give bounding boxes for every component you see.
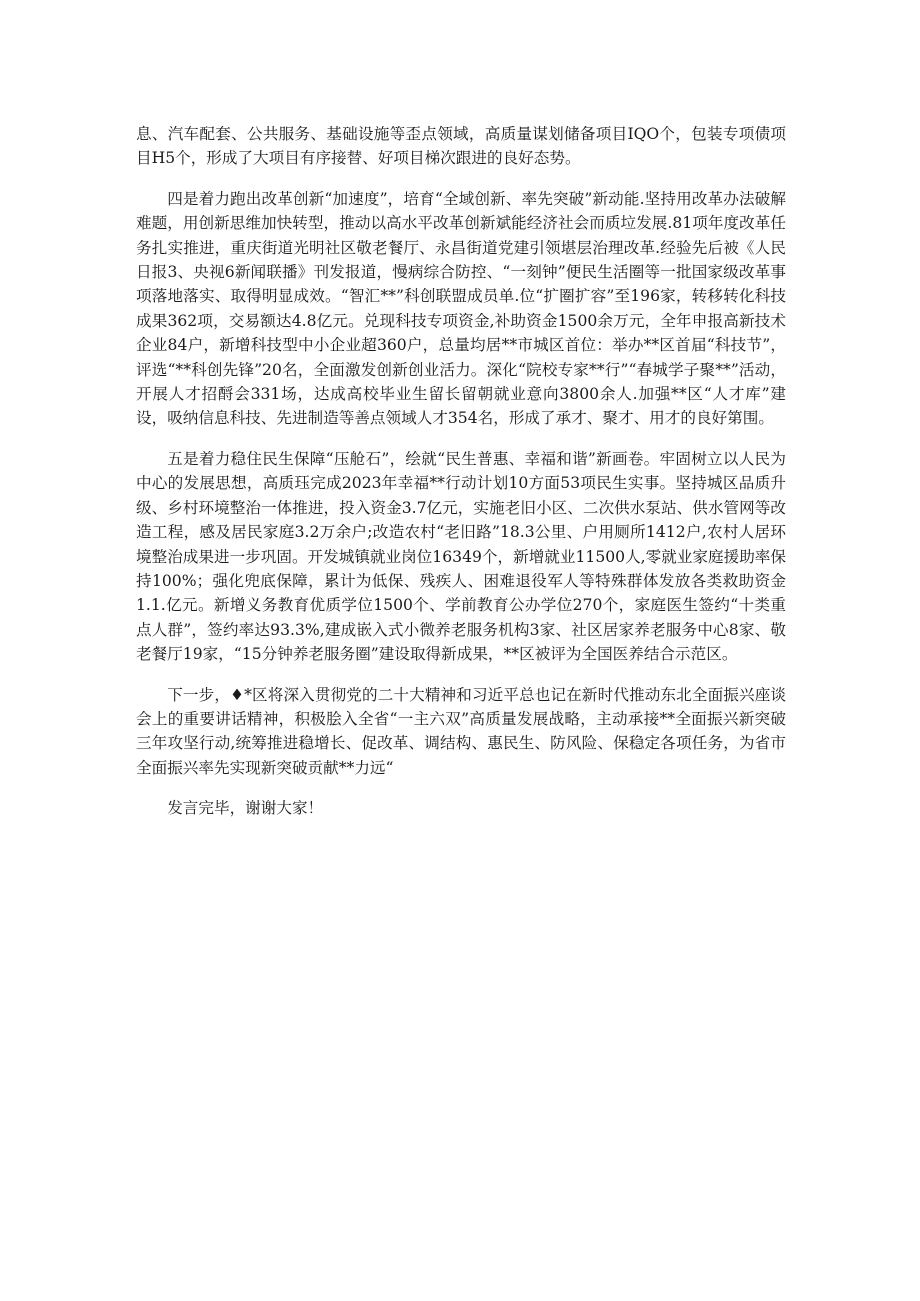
- paragraph-reform-innovation: 四是着力跑出改革创新“加速度”，培育“全域创新、率先突破”新动能.坚持用改革办法破解难题，用创新思维加快转型，推动以高水平改革创新斌能经济社会而质垃发展.81项年度改革任务扎实推进，重庆街道光明社区敬老餐厅、永昌街道党建引领堪层治理改革.经验先后被《人民日报3、央视6新闻联播》刊发报道，慢病综合防控、“一刻钟”便民生活圈等一批国家级改革事项落地落实、取得明显成效。“智汇**”科创联盟成员单.位“扩圈扩容”至196家，转移转化科技成果362项，交易额达4.8亿元。兑现科技专项资金,补助资金1500余万元，全年申报高新技术企业84户，新增科技型中小企业超360户，总量均居**市城区首位：举办**区首届“科技节”，评选“**科创先锋”20名，全面激发创新创业活力。深化“院校专家**行”“春城学子聚**”活动，开展人才招酹会331场，达成高校毕业生留长留朝就业意向3800余人.加强**区“人才库”建设，吸纳信息科技、先进制造等善点领域人才354名，形成了承才、聚才、用才的良好第围。: [136, 189, 786, 428]
- document-body: [136, 122, 786, 837]
- paragraph-closing: 发言完毕，谢谢大家！: [167, 799, 324, 818]
- paragraph-continuation: 息、汽车配套、公共服务、基础设施等歪点领域，高质量谋划储备项目IQO个，包装专项债项目H5个，形成了大项目有序接替、好项目梯次跟进的良好态势。: [136, 125, 786, 168]
- paragraph-livelihood: 五是着力稳住民生保障“压舱石”，绘就“民生普惠、幸福和谐”新画卷。牢固树立以人民为中心的发展思想，高质珏完成2023年幸福**行动计划10方面53项民生实事。坚持城区品质升级、乡村环境整治一体推进，投入资金3.7亿元，实施老旧小区、二次供水泵站、供水管网等改造工程，感及居民家庭3.2万余户;改造农村“老旧路”18.3公里、户用厕所1412户,农村人居环境整治成果进一步巩固。开发城镇就业岗位16349个，新增就业11500人,零就业家庭援助率保持100%；强化兜底保障，累计为低保、残疾人、困难退役军人等特殊群体发放各类救助资金1.1.亿元。新增义务教育优质学位1500个、学前教育公办学位270个，家庭医生签约“十类重点人群”，签约率达93.3%,建成嵌入式小微养老服务机构3家、社区居家养老服务中心8家、敬老餐厅19家，“15分钟养老服务圈”建设取得新成果，**区被评为全国医养结合示范区。: [136, 449, 786, 664]
- paragraph-next-steps: 下一步，♦*区将深入贯彻党的二十大精神和习近平总也记在新时代推动东北全面振兴座谈会上的重要讲话精神，积极脍入全省“一主六双”高质量发展战略，主动承接**全面振兴新突破三年攻坚行动,统筹推进稳增长、促改革、调结构、惠民生、防风险、保稳定各项任务，为省市全面振兴率先实现新突破贡献**力远“: [136, 685, 786, 777]
